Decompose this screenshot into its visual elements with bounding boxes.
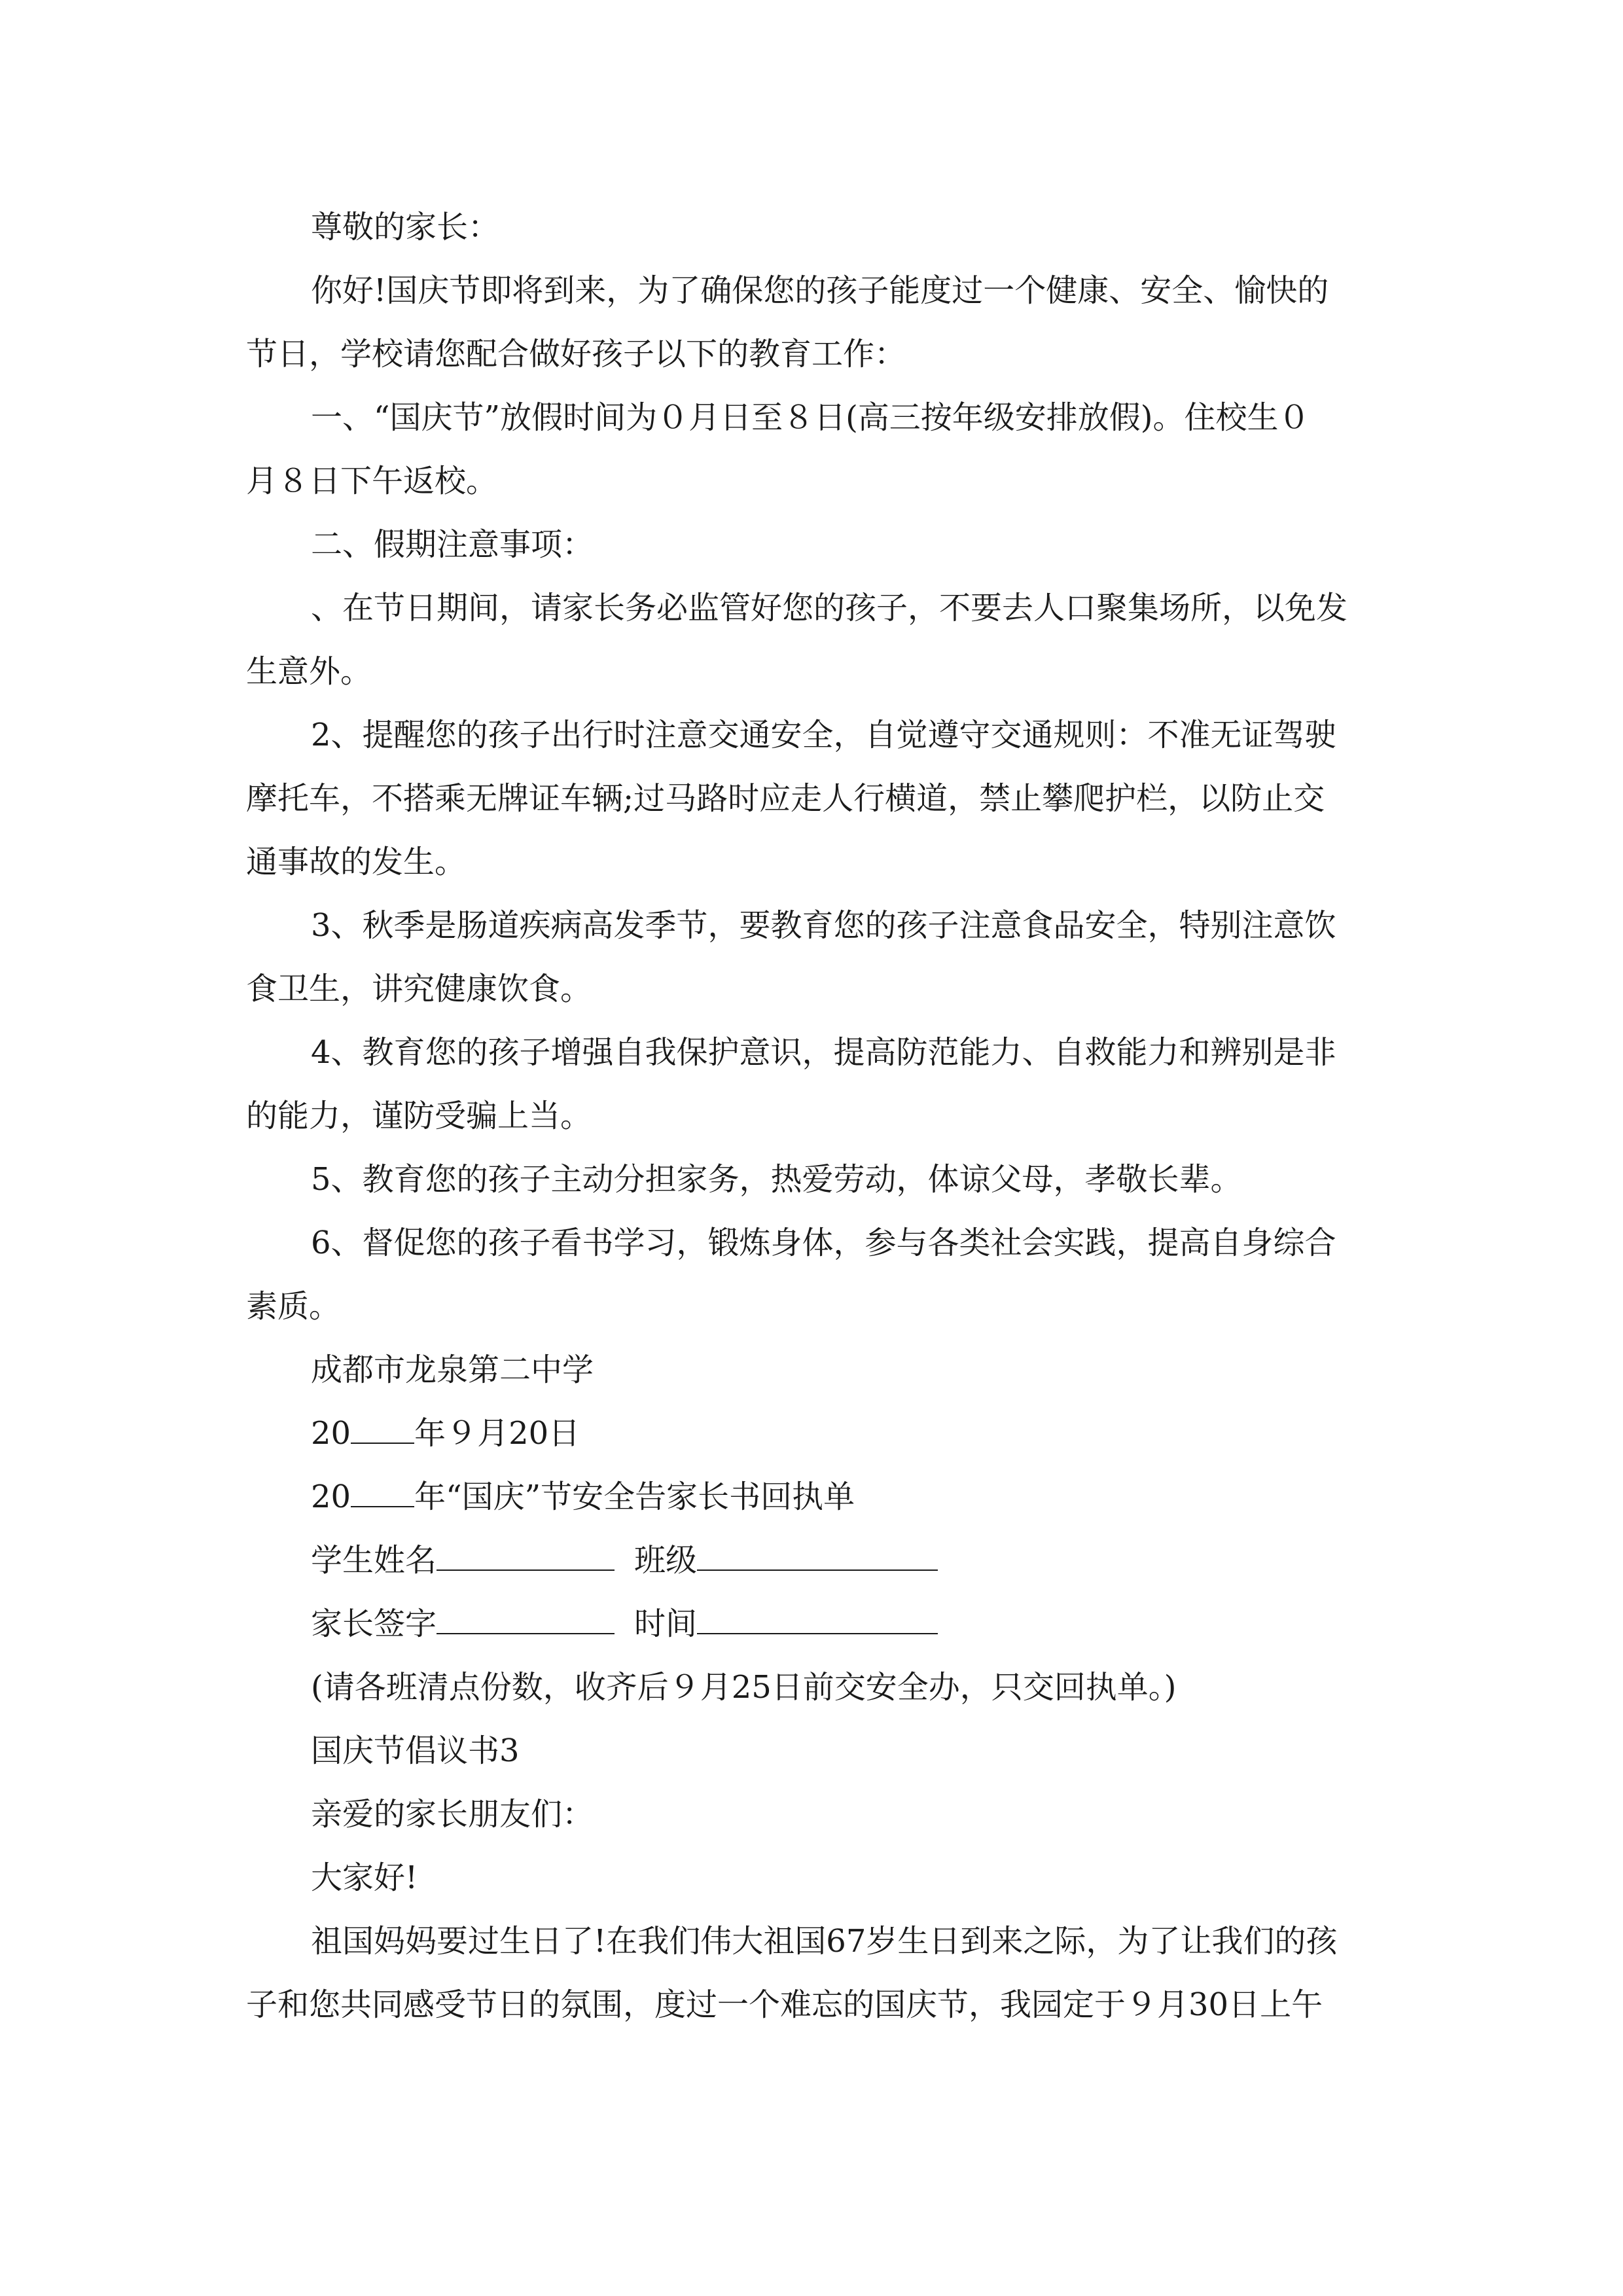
signature: 成都市龙泉第二中学 xyxy=(311,1352,594,1388)
point4-line-1: 4、教育您的孩子增强自我保护意识，提高防范能力、自救能力和辨别是非 xyxy=(311,1034,1336,1071)
receipt-year-blank xyxy=(351,1465,414,1507)
salutation: 尊敬的家长： xyxy=(311,209,500,245)
letter-date xyxy=(311,1402,1378,1465)
receipt-note: (请各班清点份数，收齐后９月25日前交安全办，只交回执单。) xyxy=(311,1669,1177,1706)
point4-line-2: 的能力，谨防受骗上当。 xyxy=(246,1098,592,1134)
item1-line-1: 一、“国庆节”放假时间为０月日至８日(高三按年级安排放假)。住校生０ xyxy=(311,399,1310,436)
student-name-field[interactable] xyxy=(437,1529,615,1571)
time-label: 时间 xyxy=(634,1605,698,1642)
parent-sign-label: 家长签字 xyxy=(311,1605,437,1642)
proposal-body-line-1: 祖国妈妈要过生日了!在我们伟大祖国67岁生日到来之际，为了让我们的孩 xyxy=(311,1923,1338,1960)
intro-line-2: 节日，学校请您配合做好孩子以下的教育工作： xyxy=(246,336,906,372)
class-field[interactable] xyxy=(697,1529,938,1571)
date-suffix: 年９月20日 xyxy=(414,1415,580,1452)
point6-line-2: 素质。 xyxy=(246,1288,341,1325)
proposal-salutation: 亲爱的家长朋友们： xyxy=(311,1796,594,1833)
receipt-title-prefix: 20 xyxy=(311,1479,351,1515)
proposal-greeting: 大家好! xyxy=(311,1859,418,1896)
item1-line-2: 月８日下午返校。 xyxy=(246,463,498,499)
point2-line-3: 通事故的发生。 xyxy=(246,844,467,880)
parent-sign-field[interactable] xyxy=(437,1592,615,1634)
item2-title: 二、假期注意事项： xyxy=(311,526,594,563)
receipt-title-suffix: 年“国庆”节安全告家长书回执单 xyxy=(414,1479,855,1515)
point2-line-1: 2、提醒您的孩子出行时注意交通安全，自觉遵守交通规则：不准无证驾驶 xyxy=(311,717,1336,753)
date-prefix: 20 xyxy=(311,1415,351,1452)
proposal-title: 国庆节倡议书3 xyxy=(311,1732,520,1769)
point1-line-1: 、在节日期间，请家长务必监管好您的孩子，不要去人口聚集场所，以免发 xyxy=(311,590,1348,626)
receipt-title xyxy=(311,1465,1378,1529)
year-blank xyxy=(351,1402,414,1444)
receipt-row-parent xyxy=(311,1592,1378,1656)
point2-line-2: 摩托车，不搭乘无牌证车辆;过马路时应走人行横道，禁止攀爬护栏，以防止交 xyxy=(246,780,1325,817)
intro-line-1: 你好!国庆节即将到来，为了确保您的孩子能度过一个健康、安全、愉快的 xyxy=(311,272,1329,309)
time-field[interactable] xyxy=(697,1592,938,1634)
receipt-row-student xyxy=(311,1529,1378,1592)
student-name-label: 学生姓名 xyxy=(311,1542,437,1579)
point5: 5、教育您的孩子主动分担家务，热爱劳动，体谅父母，孝敬长辈。 xyxy=(311,1161,1242,1198)
proposal-body-line-2: 子和您共同感受节日的氛围，度过一个难忘的国庆节，我园定于９月30日上午 xyxy=(246,1986,1323,2023)
point6-line-1: 6、督促您的孩子看书学习，锻炼身体，参与各类社会实践，提高自身综合 xyxy=(311,1225,1336,1261)
point1-line-2: 生意外。 xyxy=(246,653,372,690)
point3-line-1: 3、秋季是肠道疾病高发季节，要教育您的孩子注意食品安全，特别注意饮 xyxy=(311,907,1336,944)
point3-line-2: 食卫生，讲究健康饮食。 xyxy=(246,971,592,1007)
class-label: 班级 xyxy=(634,1542,698,1579)
